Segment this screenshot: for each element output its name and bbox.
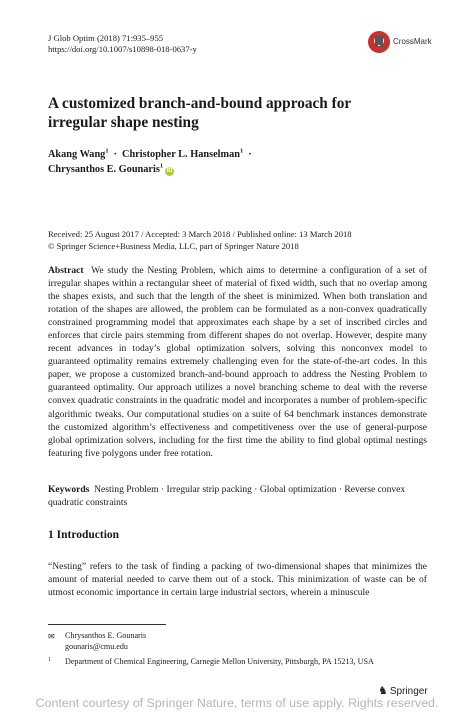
springer-horse-icon: ♞ <box>378 685 388 697</box>
intro-text: “Nesting” refers to the task of finding a packing of two-dimensional shapes that minimizes the amount of material needed to carve them out of a stock. This minimization of waste can be of utmost economic importance in certain large industrial sectors, wherein a minuscule <box>48 561 427 599</box>
paper-title: A customized branch-and-bound approach for irregular shape nesting <box>48 95 351 131</box>
keywords-text: Nesting Problem · Irregular strip packing · Global optimization · Reverse convex quadratic constraints <box>48 484 406 508</box>
section-heading: 1 Introduction <box>48 529 120 541</box>
journal-header <box>48 33 197 55</box>
corresponding-name: Chrysanthos E. Gounaris <box>65 631 147 640</box>
doi-link[interactable]: https://doi.org/10.1007/s10898-018-0637-y <box>48 44 197 54</box>
affiliation-number: 1 <box>48 657 51 663</box>
author-list <box>48 147 428 177</box>
abstract <box>48 264 427 460</box>
author-affiliation-mark: 1 <box>105 147 109 155</box>
copyright-line: © Springer Science+Business Media, LLC, part of Springer Nature 2018 <box>48 240 299 251</box>
orcid-icon[interactable]: iD <box>166 168 173 174</box>
abstract-text: We study the Nesting Problem, which aims to determine a configuration of a set of irregular shapes within a rectangular sheet of material of fixed width, such that no overlap among the shapes exists, and such that the length of the sheet is minimized. When both translation and rotation of the shapes are allowed, the problem can be formulated as a non-convex quadratically constrained programming model that approximates each shape by a set of inscribed circles and enforces that circle pairs stemming from different shapes do not overlap. However, despite many recent advances in today’s global optimization solvers, solving this nonconvex model to guaranteed optimality remains extremely challenging even for the state-of-the-art codes. In this paper, we propose a customized branch-and-bound approach to address the Nesting Problem to guaranteed optimality. Our approach utilizes a novel branching scheme to deal with the reverse convex quadratic constraints in the quadratic model and incorporates a number of problem-specific algorithmic tweaks. Our computational studies on a suite of 64 benchmark instances demonstrate the customized algorithm’s effectiveness and competitiveness over the use of general-purpose global optimization solvers, including for the first time the ability to find global optimal nestings featuring five polygons under free rotation. <box>48 265 427 459</box>
crossmark-badge[interactable] <box>368 31 430 55</box>
author-name: Chrysanthos E. Gounaris <box>48 164 160 175</box>
date-history: Received: 25 August 2017 / Accepted: 3 March 2018 / Published online: 13 March 2018 <box>48 229 352 239</box>
keywords-label: Keywords <box>48 484 90 495</box>
envelope-icon: ✉ <box>48 632 55 641</box>
affiliation-text: Department of Chemical Engineering, Carnegie Mellon University, Pittsburgh, PA 15213, USA <box>65 657 374 666</box>
publication-dates <box>48 229 428 252</box>
author-affiliation-mark: 1 <box>239 147 244 155</box>
author-name: Christopher L. Hanselman <box>122 149 240 160</box>
author-name: Akang Wang <box>48 149 106 160</box>
courtesy-watermark: Content courtesy of Springer Nature, terms of use apply. Rights reserved. <box>35 696 439 710</box>
corresponding-email[interactable]: gounaris@cmu.edu <box>65 641 128 651</box>
springer-name: Springer <box>389 686 428 697</box>
crossmark-icon <box>368 31 390 53</box>
author-affiliation-mark: 1 <box>159 162 164 170</box>
abstract-label: Abstract <box>48 265 84 276</box>
crossmark-label: CrossMark <box>393 37 432 46</box>
journal-citation: J Glob Optim (2018) 71:935–955 <box>48 33 164 43</box>
intro-paragraph <box>48 560 427 599</box>
keywords <box>48 483 427 509</box>
footnote-rule <box>48 624 166 625</box>
author-separator: · <box>113 149 118 160</box>
author-separator: · <box>248 149 252 160</box>
